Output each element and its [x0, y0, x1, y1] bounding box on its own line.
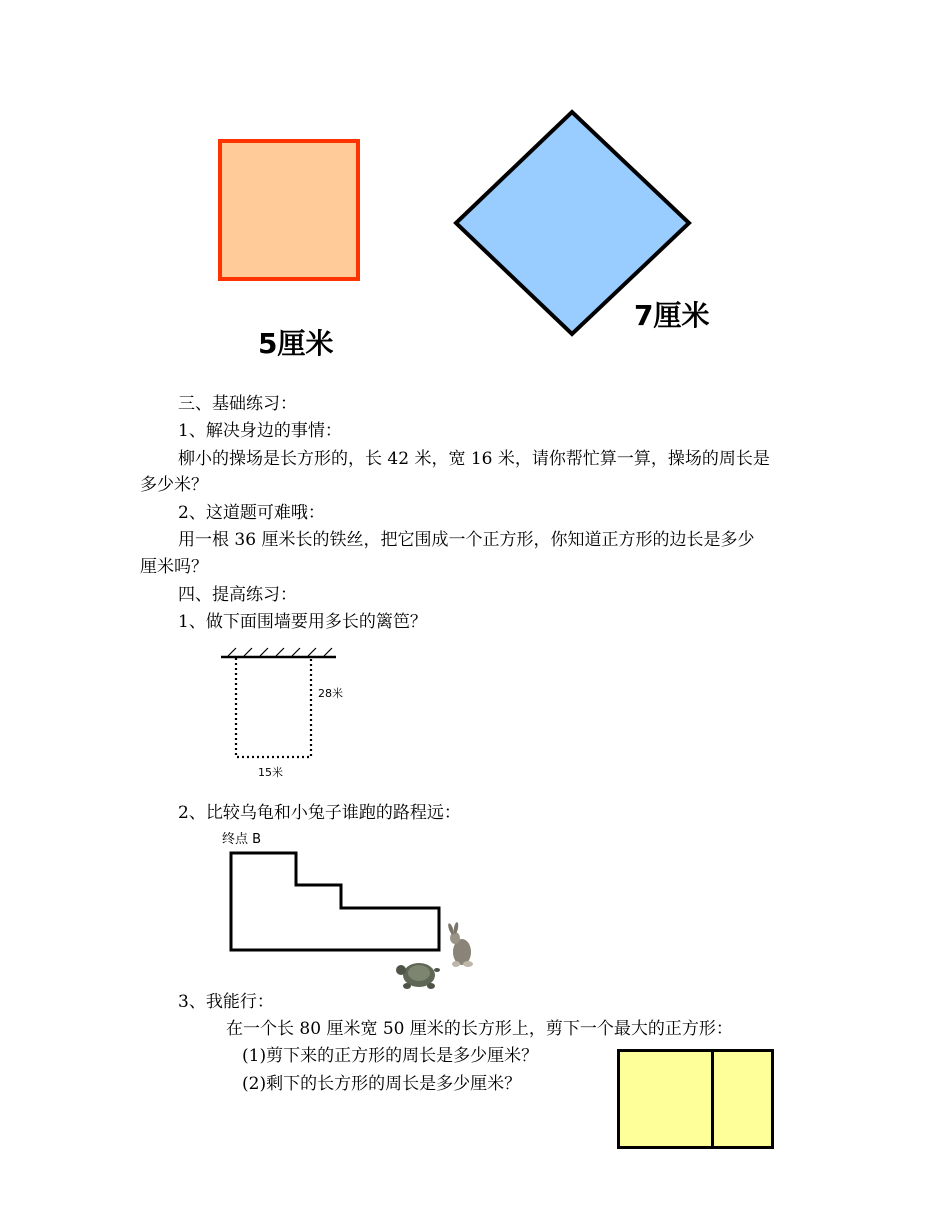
section3-q2-title: 2、这道题可难哦：: [178, 503, 325, 523]
section4-q3-sub2: (2)剩下的长方形的周长是多少厘米？: [242, 1074, 522, 1094]
section3-q1-line2: 多少米？: [140, 475, 208, 495]
section3-q1-line1: 柳小的操场是长方形的，长 42 米，宽 16 米，请你帮忙算一算，操场的周长是: [178, 449, 770, 469]
section3-heading: 三、基础练习：: [178, 394, 297, 414]
section4-q3-intro: 在一个长 80 厘米宽 50 厘米的长方形上，剪下一个最大的正方形：: [226, 1019, 733, 1039]
section3-q2-line2: 厘米吗？: [140, 557, 208, 577]
section4-q3-sub1: (1)剪下来的正方形的周长是多少厘米？: [242, 1046, 539, 1066]
fence-height-label: 28米: [318, 687, 343, 700]
section3-q1-title: 1、解决身边的事情：: [178, 421, 342, 441]
section4-q2-title: 2、比较乌龟和小兔子谁跑的路程远：: [178, 803, 461, 823]
square-side-label: 5厘米: [258, 327, 334, 360]
cut-line: [711, 1049, 714, 1149]
section3-q2-line1: 用一根 36 厘米长的铁丝，把它围成一个正方形，你知道正方形的边长是多少: [178, 530, 755, 550]
section4-q1-title: 1、做下面围墙要用多长的篱笆？: [178, 612, 427, 632]
section4-q3-title: 3、我能行：: [178, 992, 274, 1012]
diamond-side-label: 7厘米: [634, 299, 710, 332]
end-point-label: 终点 B: [222, 832, 262, 847]
section4-heading: 四、提高练习：: [178, 585, 297, 605]
yellow-rectangle: [617, 1049, 774, 1149]
fence-width-label: 15米: [258, 766, 283, 779]
